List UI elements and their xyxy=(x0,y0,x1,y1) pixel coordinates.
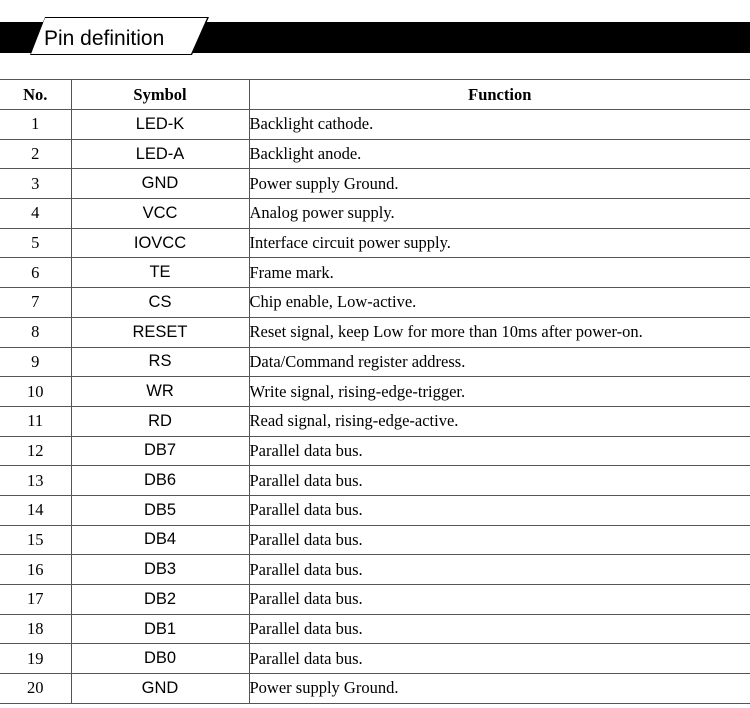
table-row xyxy=(0,258,750,288)
pin-number-cell: 2 xyxy=(0,139,71,169)
table-row xyxy=(0,377,750,407)
pin-symbol-cell: VCC xyxy=(71,199,249,229)
pin-function-cell: Backlight cathode. xyxy=(249,110,750,140)
table-row xyxy=(0,525,750,555)
pin-number-cell: 16 xyxy=(0,555,71,585)
table-row xyxy=(0,406,750,436)
table-row xyxy=(0,347,750,377)
pin-symbol-cell: GND xyxy=(71,674,249,704)
pin-number-cell: 1 xyxy=(0,110,71,140)
pin-symbol-cell: RESET xyxy=(71,317,249,347)
table-header-row xyxy=(0,80,750,110)
table-row xyxy=(0,585,750,615)
pin-function-cell: Parallel data bus. xyxy=(249,614,750,644)
pin-function-cell: Parallel data bus. xyxy=(249,555,750,585)
table-row xyxy=(0,317,750,347)
table-row xyxy=(0,644,750,674)
pin-function-cell: Parallel data bus. xyxy=(249,525,750,555)
table-row xyxy=(0,169,750,199)
pin-number-cell: 18 xyxy=(0,614,71,644)
table-row xyxy=(0,466,750,496)
pin-symbol-cell: IOVCC xyxy=(71,228,249,258)
table-row xyxy=(0,110,750,140)
pin-number-cell: 6 xyxy=(0,258,71,288)
pin-function-cell: Analog power supply. xyxy=(249,199,750,229)
pin-symbol-cell: DB0 xyxy=(71,644,249,674)
header-symbol: Symbol xyxy=(71,80,249,110)
pin-number-cell: 9 xyxy=(0,347,71,377)
table-row xyxy=(0,288,750,318)
pin-symbol-cell: DB2 xyxy=(71,585,249,615)
pin-definition-table xyxy=(0,79,750,704)
table-row xyxy=(0,555,750,585)
pin-symbol-cell: CS xyxy=(71,288,249,318)
pin-function-cell: Power supply Ground. xyxy=(249,674,750,704)
pin-symbol-cell: RS xyxy=(71,347,249,377)
pin-symbol-cell: DB7 xyxy=(71,436,249,466)
pin-number-cell: 3 xyxy=(0,169,71,199)
pin-number-cell: 8 xyxy=(0,317,71,347)
pin-symbol-cell: LED-K xyxy=(71,110,249,140)
pin-number-cell: 20 xyxy=(0,674,71,704)
pin-function-cell: Write signal, rising-edge-trigger. xyxy=(249,377,750,407)
pin-function-cell: Reset signal, keep Low for more than 10ms after power-on. xyxy=(249,317,750,347)
pin-number-cell: 17 xyxy=(0,585,71,615)
pin-number-cell: 4 xyxy=(0,199,71,229)
pin-function-cell: Data/Command register address. xyxy=(249,347,750,377)
pin-function-cell: Chip enable, Low-active. xyxy=(249,288,750,318)
table-row xyxy=(0,139,750,169)
pin-number-cell: 13 xyxy=(0,466,71,496)
pin-symbol-cell: DB4 xyxy=(71,525,249,555)
pin-number-cell: 19 xyxy=(0,644,71,674)
pin-symbol-cell: WR xyxy=(71,377,249,407)
pin-function-cell: Parallel data bus. xyxy=(249,495,750,525)
pin-function-cell: Parallel data bus. xyxy=(249,585,750,615)
pin-number-cell: 10 xyxy=(0,377,71,407)
pin-symbol-cell: GND xyxy=(71,169,249,199)
pin-symbol-cell: RD xyxy=(71,406,249,436)
pin-function-cell: Read signal, rising-edge-active. xyxy=(249,406,750,436)
pin-function-cell: Parallel data bus. xyxy=(249,644,750,674)
table-row xyxy=(0,199,750,229)
header-no: No. xyxy=(0,80,71,110)
table-body xyxy=(0,110,750,704)
pin-number-cell: 14 xyxy=(0,495,71,525)
header-function: Function xyxy=(249,80,750,110)
pin-function-cell: Interface circuit power supply. xyxy=(249,228,750,258)
pin-symbol-cell: DB1 xyxy=(71,614,249,644)
pin-symbol-cell: DB3 xyxy=(71,555,249,585)
table-row xyxy=(0,495,750,525)
pin-symbol-cell: DB6 xyxy=(71,466,249,496)
pin-function-cell: Parallel data bus. xyxy=(249,466,750,496)
pin-symbol-cell: TE xyxy=(71,258,249,288)
pin-function-cell: Backlight anode. xyxy=(249,139,750,169)
section-title: Pin definition xyxy=(44,27,165,50)
pin-symbol-cell: LED-A xyxy=(71,139,249,169)
table-row xyxy=(0,228,750,258)
pin-number-cell: 15 xyxy=(0,525,71,555)
pin-number-cell: 5 xyxy=(0,228,71,258)
pin-number-cell: 7 xyxy=(0,288,71,318)
pin-number-cell: 12 xyxy=(0,436,71,466)
table-row xyxy=(0,436,750,466)
pin-function-cell: Power supply Ground. xyxy=(249,169,750,199)
pin-symbol-cell: DB5 xyxy=(71,495,249,525)
pin-function-cell: Frame mark. xyxy=(249,258,750,288)
pin-function-cell: Parallel data bus. xyxy=(249,436,750,466)
table-row xyxy=(0,614,750,644)
pin-number-cell: 11 xyxy=(0,406,71,436)
table-row xyxy=(0,674,750,704)
